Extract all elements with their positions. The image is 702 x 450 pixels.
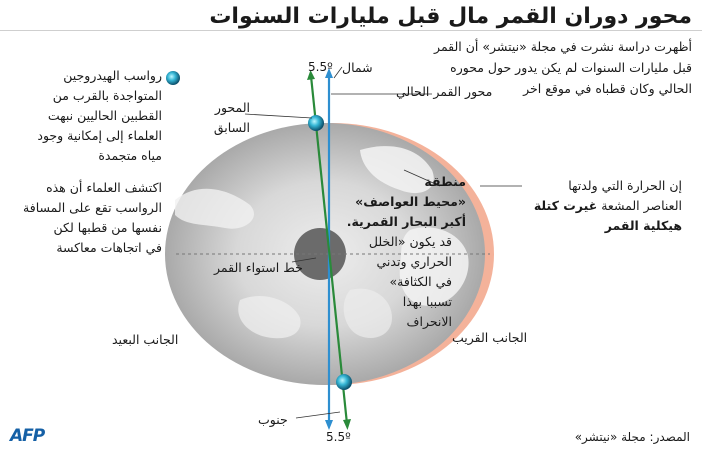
discovery-line: الرواسب تقع على المسافة xyxy=(23,200,162,215)
near-side-label: الجانب القريب xyxy=(452,330,528,345)
intro-line: قبل مليارات السنوات لم يكن يدور حول محوره xyxy=(450,60,692,75)
previous-axis-label xyxy=(190,98,250,138)
procellarum-desc: أكبر البحار القمرية. xyxy=(346,214,466,229)
heat-bold-tail: غيرت كتلة xyxy=(533,198,598,213)
south-label: جنوب xyxy=(258,412,288,427)
north-label: شمال xyxy=(342,60,373,75)
legend-line: المتواجدة بالقرب من xyxy=(52,88,162,103)
previous-axis-arrow-bottom xyxy=(343,419,351,430)
discovery-text xyxy=(2,178,162,258)
legend-line: مياه متجمدة xyxy=(98,148,162,163)
anomaly-line: الحراري وتدني xyxy=(376,254,452,269)
anomaly-line: الانحراف xyxy=(406,314,452,329)
discovery-line: نفسها من قطبها لكن xyxy=(53,220,162,235)
legend-text xyxy=(2,66,162,166)
heat-bold-line: هيكلية القمر xyxy=(604,218,682,233)
current-axis-arrow-bottom xyxy=(325,420,333,430)
anomaly-line: قد يكون «الخلل xyxy=(368,234,452,249)
legend-dot-icon xyxy=(166,71,180,85)
anomaly-text xyxy=(342,232,452,332)
afp-logo: AFP xyxy=(10,426,45,446)
leader-south xyxy=(296,412,340,418)
intro-line: أظهرت دراسة نشرت في مجلة «نيتشر» أن القمر xyxy=(434,39,692,54)
angle-label-bottom: 5.5º xyxy=(326,430,351,444)
discovery-line: في اتجاهات معاكسة xyxy=(56,240,162,255)
procellarum-name: «محيط العواصف» xyxy=(355,194,466,209)
anomaly-line: تسببا بهذا xyxy=(402,294,452,309)
anomaly-line: في الكثافة» xyxy=(389,274,452,289)
leader-north xyxy=(334,67,342,78)
legend-line: القطبين الحاليين نبهت xyxy=(47,108,162,123)
legend-line: رواسب الهيدروجين xyxy=(63,68,162,83)
heat-note xyxy=(492,176,682,236)
heat-line-2 xyxy=(492,196,682,216)
source-credit: المصدر: مجلة «نيتشر» xyxy=(574,430,690,444)
equator-label: خط استواء القمر xyxy=(214,260,303,275)
leader-previous-axis xyxy=(245,114,312,118)
page-title: محور دوران القمر مال قبل مليارات السنوات xyxy=(209,4,692,29)
angle-label-top: 5.5º xyxy=(308,60,333,74)
hydrogen-deposit-south xyxy=(336,374,352,390)
far-side-label: الجانب البعيد xyxy=(112,332,179,347)
heat-line-text: العناصر المشعة xyxy=(601,198,682,213)
intro-line: الحالي وكان قطباه في موقع اخر xyxy=(523,81,692,96)
current-axis-label: محور القمر الحالي xyxy=(396,84,493,99)
previous-axis-line-text: المحور xyxy=(214,100,250,115)
procellarum-lead: منطقة xyxy=(424,174,466,189)
previous-axis-line-text: السابق xyxy=(213,120,250,135)
hydrogen-deposit-north xyxy=(308,115,324,131)
procellarum-label xyxy=(336,172,466,232)
discovery-line: اكتشف العلماء أن هذه xyxy=(46,180,162,195)
legend-line: العلماء إلى إمكانية وجود xyxy=(37,128,162,143)
heat-line: إن الحرارة التي ولدتها xyxy=(568,178,682,193)
